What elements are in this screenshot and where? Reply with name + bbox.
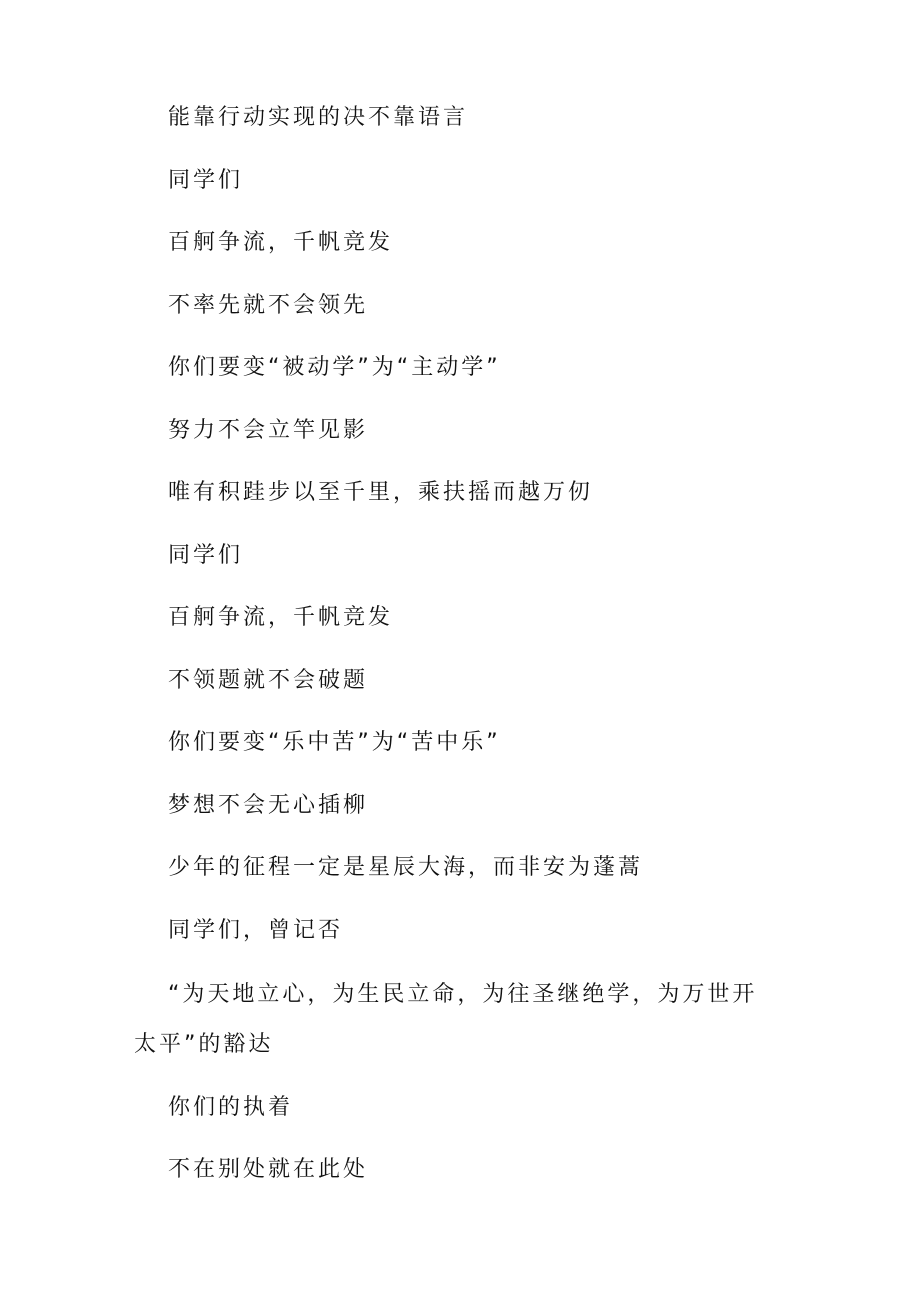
paragraph-line: 同学们，曾记否: [168, 918, 344, 943]
paragraph-line: 百舸争流，千帆竞发: [168, 605, 394, 630]
quote-paragraph: “为天地立心，为生民立命，为往圣继绝学，为万世开太平”的豁达: [134, 982, 758, 1057]
paragraph-line: 不领题就不会破题: [168, 668, 369, 693]
paragraph-line: 梦想不会无心插柳: [168, 793, 369, 818]
paragraph-line: 不在别处就在此处: [168, 1157, 369, 1182]
paragraph-line: 唯有积跬步以至千里，乘扶摇而越万仞: [168, 480, 594, 505]
paragraph-line: 能靠行动实现的决不靠语言: [168, 105, 469, 130]
paragraph-line: 努力不会立竿见影: [168, 418, 369, 443]
paragraph-line: 你们的执着: [168, 1095, 294, 1120]
paragraph-line: 同学们: [168, 543, 244, 568]
paragraph-line: 少年的征程一定是星辰大海，而非安为蓬蒿: [168, 855, 644, 880]
paragraph-line: 百舸争流，千帆竞发: [168, 230, 394, 255]
paragraph-line: 不率先就不会领先: [168, 293, 369, 318]
paragraph-line: 你们要变“被动学”为“主动学”: [168, 355, 501, 380]
paragraph-line: 同学们: [168, 168, 244, 193]
paragraph-line: 你们要变“乐中苦”为“苦中乐”: [168, 730, 501, 755]
